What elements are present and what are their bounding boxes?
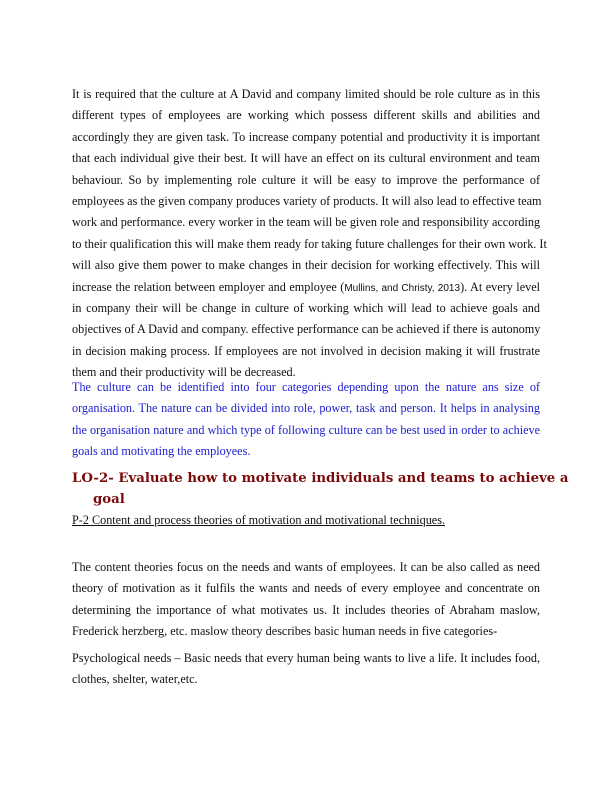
text-line-with-citation	[72, 277, 540, 298]
text-line: in company their will be change in culture of working which will lead to achieve goals and	[72, 300, 540, 315]
text-line: theory of motivation as it fulfils the wants and needs of every employee and concentrate on	[72, 581, 540, 596]
text-line: to their qualification this will make them ready for taking future challenges for their own work. It	[72, 236, 547, 251]
text: increase the relation between employer and employee (	[72, 279, 345, 294]
text-line: determining the importance of what motivates us. It includes theories of Abraham maslow,	[72, 602, 540, 617]
paragraph-content-theories	[72, 557, 540, 643]
text-line: organisation. The nature can be divided into role, power, task and person. It helps in analysing	[72, 401, 540, 416]
heading-line: LO-2- Evaluate how to motivate individuals and teams to achieve a	[72, 471, 569, 486]
text-line: The content theories focus on the needs and wants of employees. It can be also called as need	[72, 560, 540, 574]
text-line: It is required that the culture at A David and company limited should be role culture as in this	[72, 87, 540, 101]
text-line: different types of employees are working which possess different skills and abilities and	[72, 108, 540, 123]
paragraph-role-culture	[72, 84, 547, 383]
text-line: that each individual give their best. It will have an effect on its cultural environment and team	[72, 151, 540, 166]
text-line: the organisation nature and which type of following culture can be best used in order to achieve	[72, 422, 540, 437]
citation: Mullins, and Christy, 2013	[344, 282, 461, 294]
text-line: accordingly they are given task. To increase company potential and productivity it is important	[72, 129, 540, 144]
text-line: Frederick herzberg, etc. maslow theory describes basic human needs in five categories-	[72, 624, 498, 639]
text: ). At every level	[460, 279, 540, 294]
text-line: clothes, shelter, water,etc.	[72, 672, 198, 687]
subheading: P-2 Content and process theories of motivation and motivational techniques.	[72, 513, 445, 527]
paragraph-culture-categories	[72, 377, 540, 463]
text-line: goals and motivating the employees.	[72, 444, 251, 459]
text-line: them and their productivity will be decreased.	[72, 365, 296, 380]
text-line: will also give them power to make changes in their decision for working effectively. This will	[72, 258, 540, 273]
text-line: employees as the given company produces variety of products. It will also lead to effective team	[72, 193, 542, 208]
paragraph-psychological-needs	[72, 648, 540, 691]
text-line: The culture can be identified into four categories depending upon the nature ans size of	[72, 380, 540, 394]
heading-line: goal	[93, 492, 125, 507]
text-line: objectives of A David and company. effective performance can be achieved if there is autonomy	[72, 322, 541, 337]
text-line: behaviour. So by implementing role culture it will be easy to improve the performance of	[72, 172, 540, 187]
text-line: work and performance. every worker in the team will be given role and responsibility according	[72, 215, 541, 230]
section-heading	[72, 468, 569, 510]
text-line: Psychological needs – Basic needs that every human being wants to live a life. It includes food,	[72, 651, 540, 665]
text-line: in decision making process. If employees are not involved in decision making it will frustrate	[72, 343, 540, 358]
